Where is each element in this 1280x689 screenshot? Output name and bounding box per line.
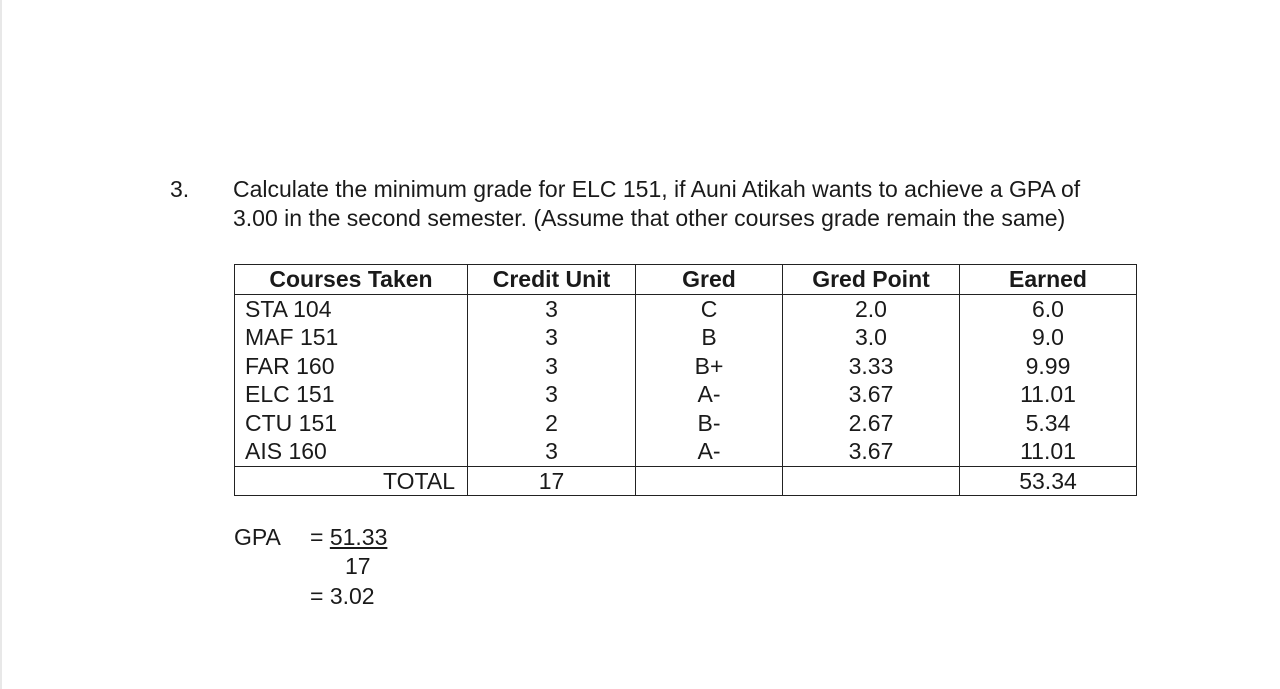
earned-cell: 9.0 xyxy=(960,323,1137,352)
gpa-label: GPA xyxy=(234,524,281,550)
grade-cell: B- xyxy=(636,409,783,438)
grades-table xyxy=(234,264,1137,496)
page-edge xyxy=(0,0,2,689)
gpa-equals-sign: = xyxy=(310,524,324,550)
earned-cell: 5.34 xyxy=(960,409,1137,438)
point-cell: 3.67 xyxy=(783,437,960,466)
course-cell: MAF 151 xyxy=(235,323,468,352)
total-row xyxy=(235,466,1137,496)
header-gred: Gred xyxy=(636,265,783,295)
earned-cell: 9.99 xyxy=(960,352,1137,381)
header-courses-taken: Courses Taken xyxy=(235,265,468,295)
question-number: 3. xyxy=(170,176,190,202)
question-line-2: 3.00 in the second semester. (Assume that other courses grade remain the same) xyxy=(233,205,1066,231)
earned-cell: 6.0 xyxy=(960,294,1137,323)
gpa-result: = 3.02 xyxy=(310,583,375,609)
grade-cell: B+ xyxy=(636,352,783,381)
total-credit: 17 xyxy=(468,466,636,496)
grade-cell: C xyxy=(636,294,783,323)
grade-cell: A- xyxy=(636,437,783,466)
total-earned: 53.34 xyxy=(960,466,1137,496)
point-cell: 3.0 xyxy=(783,323,960,352)
course-cell: CTU 151 xyxy=(235,409,468,438)
gpa-numerator: 51.33 xyxy=(329,524,388,550)
header-earned: Earned xyxy=(960,265,1137,295)
course-cell: ELC 151 xyxy=(235,380,468,409)
point-cell: 2.0 xyxy=(783,294,960,323)
credit-cell: 3 xyxy=(468,352,636,381)
table-row xyxy=(235,409,1137,438)
course-cell: STA 104 xyxy=(235,294,468,323)
course-cell: FAR 160 xyxy=(235,352,468,381)
table-row xyxy=(235,294,1137,323)
earned-cell: 11.01 xyxy=(960,437,1137,466)
course-cell: AIS 160 xyxy=(235,437,468,466)
table-header-row xyxy=(235,265,1137,295)
earned-cell: 11.01 xyxy=(960,380,1137,409)
point-cell: 3.33 xyxy=(783,352,960,381)
gpa-denominator: 17 xyxy=(345,553,371,579)
credit-cell: 3 xyxy=(468,323,636,352)
table-row xyxy=(235,437,1137,466)
table-row xyxy=(235,323,1137,352)
header-gred-point: Gred Point xyxy=(783,265,960,295)
gpa-equation-line xyxy=(310,523,387,552)
question-text xyxy=(233,175,1143,233)
grade-cell: A- xyxy=(636,380,783,409)
table-row xyxy=(235,380,1137,409)
credit-cell: 3 xyxy=(468,294,636,323)
point-cell: 3.67 xyxy=(783,380,960,409)
credit-cell: 3 xyxy=(468,380,636,409)
total-label: TOTAL xyxy=(235,466,468,496)
total-grade-empty xyxy=(636,466,783,496)
header-credit-unit: Credit Unit xyxy=(468,265,636,295)
point-cell: 2.67 xyxy=(783,409,960,438)
credit-cell: 2 xyxy=(468,409,636,438)
total-point-empty xyxy=(783,466,960,496)
credit-cell: 3 xyxy=(468,437,636,466)
table-row xyxy=(235,352,1137,381)
grade-cell: B xyxy=(636,323,783,352)
question-line-1: Calculate the minimum grade for ELC 151, if Auni Atikah wants to achieve a GPA of xyxy=(233,176,1081,202)
